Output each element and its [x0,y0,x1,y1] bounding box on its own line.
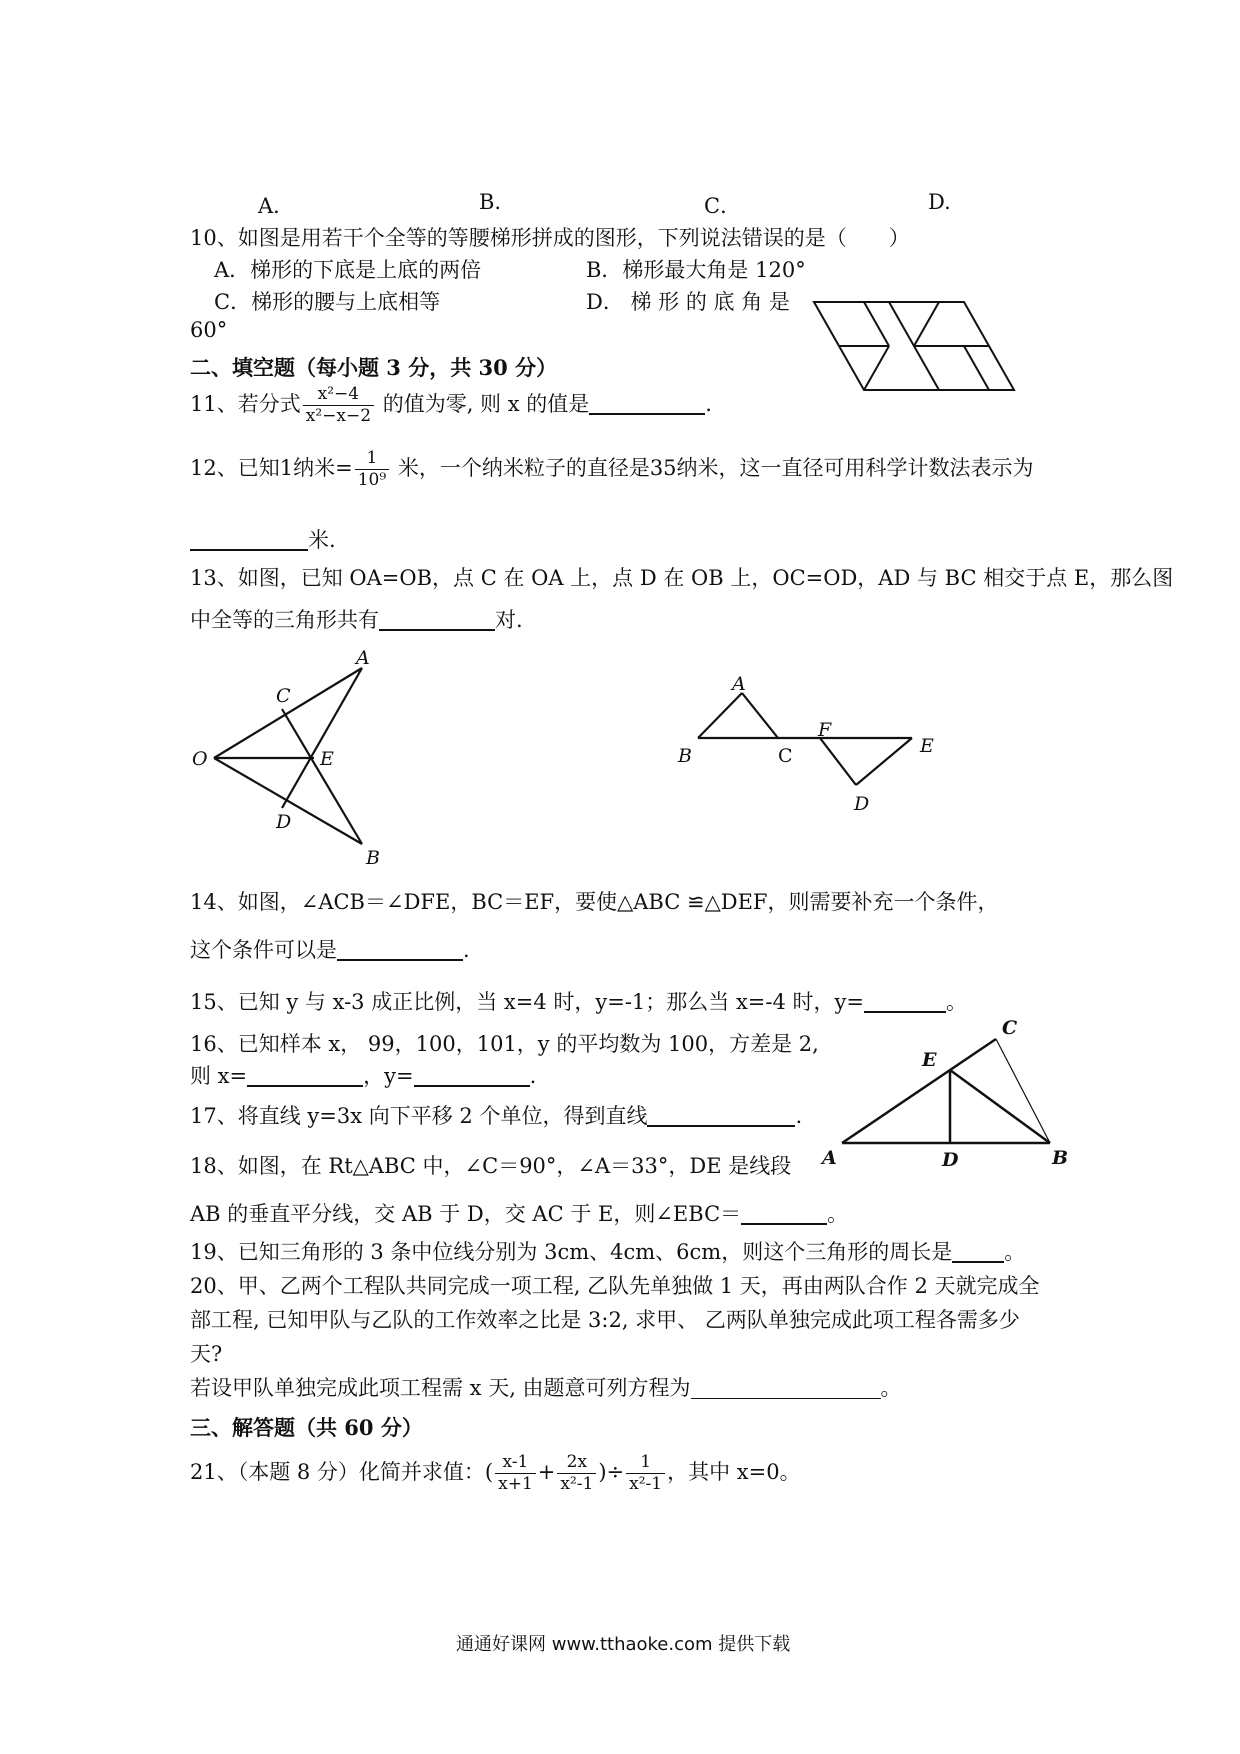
q11-end: . [705,392,712,416]
q10-option-a: A．梯形的下底是上底的两倍 [214,258,482,282]
q21-f2-denominator: x²-1 [557,1473,596,1493]
label-d: D [854,793,870,815]
q10-stem: 10、如图是用若干个全等的等腰梯形拼成的图形，下列说法错误的是（ ） [190,226,910,250]
segment-ad [282,668,362,808]
q12-post: 米，一个纳米粒子的直径是35纳米，这一直径可用科学计数法表示为 [391,456,1034,480]
q9-option-c: C． [704,194,742,218]
q11-denominator: x²−x−2 [303,405,374,425]
q18-line2-pre: AB 的垂直平分线，交 AB 于 D，交 AC 于 E，则∠EBC＝ [190,1202,742,1226]
q20-line3: 天? [190,1342,223,1366]
q19-pre: 19、已知三角形的 3 条中位线分别为 3cm、4cm、6cm，则这个三角形的周长是 [190,1240,953,1264]
q13-line2-post: 对. [495,608,523,632]
segment-ab [698,693,742,738]
q16-x-blank[interactable] [247,1063,363,1087]
q17 [190,1100,802,1130]
segment-ac [742,693,778,738]
q16-line2-post: . [529,1064,537,1088]
label-e: E [920,735,934,757]
label-a: A [356,648,370,669]
label-e: E [320,748,334,770]
q12-numerator: 1 [366,448,378,468]
section2-title: 二、填空题（每小题 3 分，共 30 分） [190,355,558,380]
q21-f3-denominator: x²-1 [626,1473,665,1493]
q19-answer-blank[interactable] [952,1239,1004,1263]
q19-post: 。 [1004,1240,1026,1264]
q18-line2 [190,1198,848,1228]
q14-figure [670,668,950,818]
label-a: A [732,673,746,695]
label-c: C [778,745,793,767]
q18-answer-blank[interactable] [741,1201,827,1225]
label-o: O [192,748,208,770]
label-d: D [942,1149,959,1171]
q11-pre: 11、若分式 [190,392,301,416]
tiling-line [914,302,939,346]
q11-answer-blank[interactable] [589,391,705,415]
tiling-line [864,302,889,346]
q20-line4-post: 。 [880,1376,902,1400]
q14-line2 [190,934,470,964]
label-e: E [922,1049,937,1071]
q15-pre: 15、已知 y 与 x-3 成正比例，当 x=4 时，y=-1；那么当 x=-4 时，y= [190,990,864,1014]
q17-answer-blank[interactable] [647,1103,795,1127]
tiling-line [964,346,989,390]
label-b: B [678,745,692,767]
q18-line1: 18、如图，在 Rt△ABC 中，∠C＝90°，∠A＝33°，DE 是线段 [190,1154,792,1178]
q16-line2-pre: 则 x= [190,1064,248,1088]
q21-fraction-3 [626,1454,665,1493]
q14-line1: 14、如图，∠ACB＝∠DFE，BC＝EF，要使△ABC ≌△DEF，则需要补充一个条件， [190,890,999,914]
q10-option-b: B．梯形最大角是 120° [586,258,806,282]
q11-numerator: x²−4 [317,384,360,404]
q9-option-a: A． [258,194,295,218]
label-c: C [276,685,291,707]
q12-fraction [355,450,389,489]
q16-line2-mid: ，y= [363,1064,414,1088]
q10-option-c: C．梯形的腰与上底相等 [214,290,441,314]
label-b: B [1052,1147,1069,1169]
q20-answer-blank[interactable] [691,1376,881,1399]
q16-line1: 16、已知样本 x， 99，100，101，y 的平均数为 100，方差是 2, [190,1032,819,1056]
q9-option-d: D. [928,190,951,214]
q20-line1: 20、甲、乙两个工程队共同完成一项工程, 乙队先单独做 1 天，再由两队合作 2 天就完成全 [190,1274,1040,1298]
q21-pre: 21、（本题 8 分）化简并求值：( [190,1460,494,1484]
section3-title: 三、解答题（共 60 分） [190,1415,423,1440]
q14-answer-blank[interactable] [337,937,463,961]
label-f: F [818,719,832,741]
q20-line4 [190,1372,902,1402]
segment-cb [996,1039,1050,1143]
q19 [190,1236,1025,1266]
q21-f1-numerator: x-1 [502,1452,529,1472]
q15-post: 。 [946,990,967,1014]
q17-post: . [795,1104,803,1128]
segment-eb [950,1070,1050,1143]
label-d: D [276,811,292,833]
trapezoid-tiling-figure [800,298,1030,398]
q21-div: )÷ [598,1460,625,1484]
label-c: C [1002,1017,1018,1039]
q21-fraction-1 [495,1454,536,1493]
q11-fraction [303,386,374,425]
q15-answer-blank[interactable] [864,989,946,1013]
q17-pre: 17、将直线 y=3x 向下平移 2 个单位，得到直线 [190,1104,648,1128]
tiling-line [864,346,889,390]
segment-oa [214,668,362,758]
q16-y-blank[interactable] [414,1063,530,1087]
q21-f1-denominator: x+1 [495,1473,536,1493]
q10-option-d-cont: 60° [190,318,228,342]
q14-line2-pre: 这个条件可以是 [190,938,337,962]
q11-post: 的值为零, 则 x 的值是 [376,392,590,416]
segment-de [856,738,912,785]
page-footer: 通通好课网 www.tthaoke.com 提供下载 [456,1634,791,1655]
q20-line2: 部工程, 已知甲队与乙队的工作效率之比是 3:2, 求甲、 乙两队单独完成此项工程各需多少 [190,1308,1020,1332]
q12-line2 [190,524,336,554]
q16-line2 [190,1060,536,1090]
q10-option-d: D． 梯 形 的 底 角 是 [586,290,790,314]
q12-pre: 12、已知1纳米= [190,456,353,480]
q21-f2-numerator: 2x [566,1452,588,1472]
q18-line2-post: 。 [827,1202,849,1226]
q21-plus: + [537,1460,556,1484]
q13-figure [190,648,390,870]
q21-post: ，其中 x=0。 [667,1460,801,1484]
q21-fraction-2 [557,1454,596,1493]
segment-bc [282,709,362,844]
q13-answer-blank[interactable] [379,607,495,631]
segment-fd [820,738,856,785]
q21 [190,1454,801,1493]
q12-denominator: 10⁹ [355,469,389,489]
q20-line4-pre: 若设甲队单独完成此项工程需 x 天, 由题意可列方程为 [190,1376,691,1400]
segment-ac [842,1039,996,1143]
q12-line2-text: 米. [308,528,336,552]
label-b: B [366,847,380,869]
q12 [190,450,1034,489]
q14-line2-post: . [463,938,470,962]
q11 [190,386,712,425]
label-a: A [822,1147,837,1169]
q21-f3-numerator: 1 [640,1452,652,1472]
q12-answer-blank[interactable] [190,527,308,551]
q13-line1: 13、如图，已知 OA=OB，点 C 在 OA 上，点 D 在 OB 上，OC=OD，AD 与 BC 相交于点 E，那么图 [190,566,1174,590]
q13-line2-pre: 中全等的三角形共有 [190,608,379,632]
q13-line2 [190,604,523,634]
q18-figure [818,1012,1080,1172]
q9-option-b: B. [479,190,502,214]
